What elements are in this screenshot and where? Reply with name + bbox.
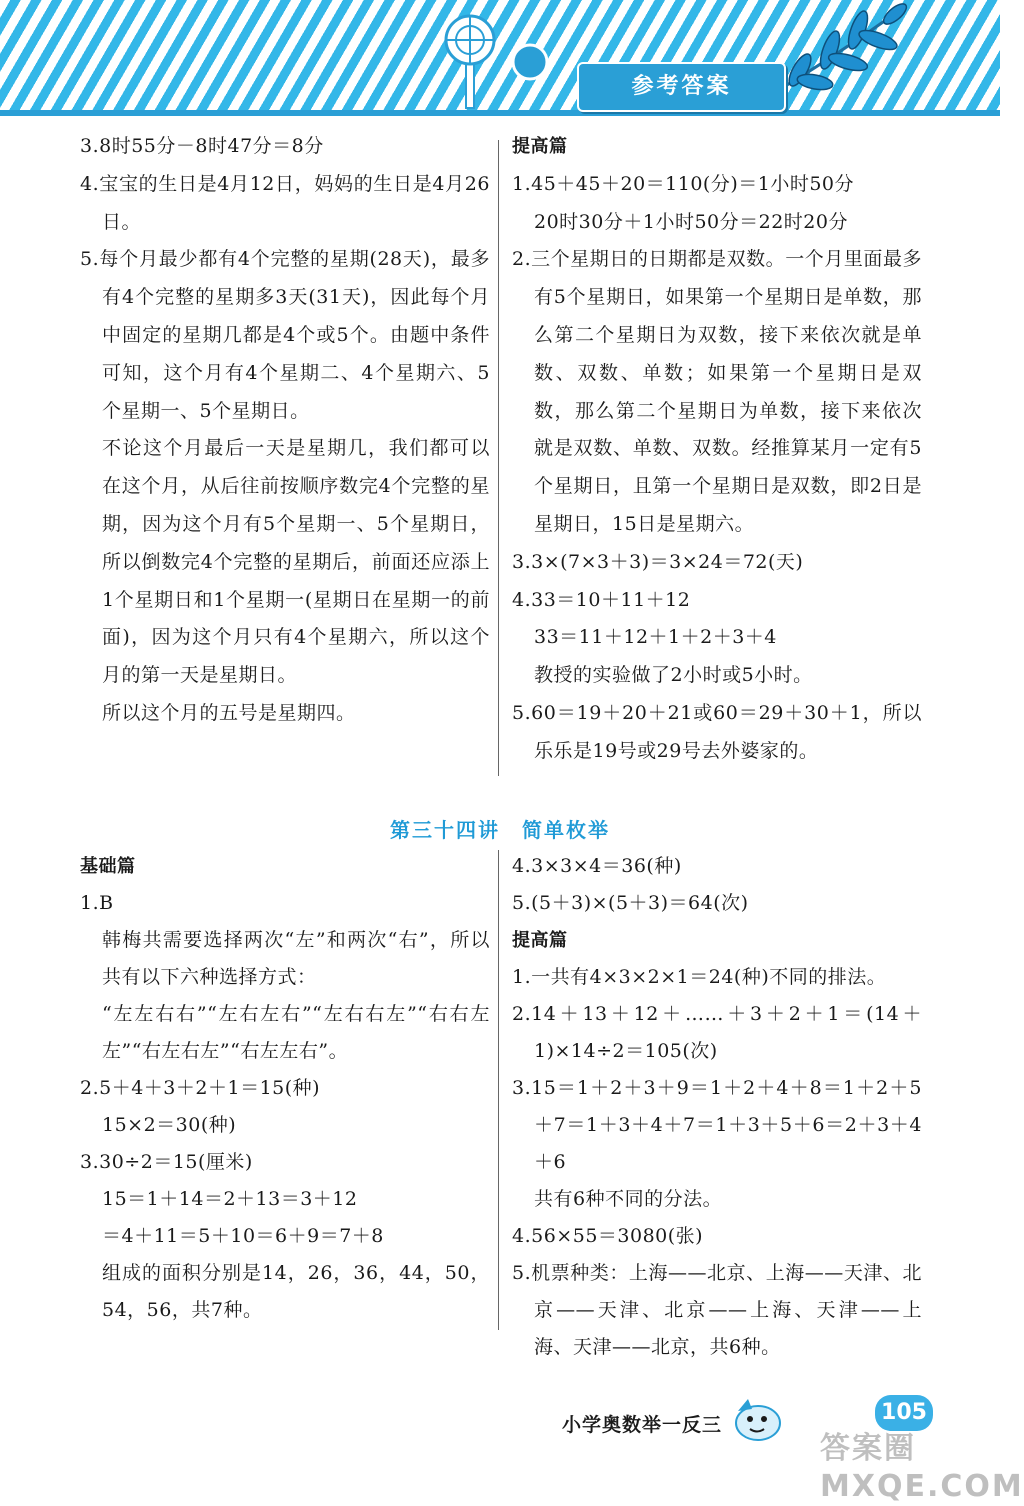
subsection-heading: 提高篇 [512, 930, 568, 951]
answer-paragraph: 韩梅共需要选择两次“左”和两次“右”，所以共有以下六种选择方式： [102, 929, 490, 988]
answer-paragraph: 33＝11＋12＋1＋2＋3＋4 [534, 626, 777, 649]
answer-paragraph: 教授的实验做了2小时或5小时。 [534, 664, 813, 687]
watermark: 答案圈 MXQE.COM [820, 1431, 1024, 1504]
answer-paragraph: 5.(5＋3)×(5＋3)＝64(次) [512, 892, 749, 914]
bottom-left-column [80, 848, 490, 1329]
answer-paragraph: 2.5＋4＋3＋2＋1＝15(种) [80, 1077, 321, 1099]
answer-paragraph: 2.三个星期日的日期都是双数。一个月里面最多有5个星期日，如果第一个星期日是单数，那么第二个星期日为双数，接下来依次就是单数、双数、单数；如果第一个星期日是双数，那么第二个星期日为单数，接下来依次就是双数、单数、双数。经推算某月一定有5个星期日，且第一个星期日是双数，即2日是星期日，15日是星期六。 [512, 248, 922, 535]
answer-paragraph: 4.3×3×4＝36(种) [512, 855, 682, 877]
book-title: 小学奥数举一反三 [562, 1414, 723, 1436]
answer-paragraph: 5.机票种类：上海——北京、上海——天津、北京——天津、北京——上海、天津——上海、天津——北京，共6种。 [512, 1262, 922, 1358]
answer-paragraph: 4.33＝10＋11＋12 [512, 588, 691, 611]
answer-paragraph: 3.15＝1＋2＋3＋9＝1＋2＋4＋8＝1＋2＋5＋7＝1＋3＋4＋7＝1＋3＋5＋6＝2＋3＋4＋6 [512, 1077, 922, 1173]
answer-paragraph: 5.每个月最少都有4个完整的星期(28天)，最多有4个完整的星期多3天(31天)，因此每个月中固定的星期几都是4个或5个。由题中条件可知，这个月有4个星期二、4个星期六、5个星期一、5个星期日。 [80, 248, 490, 422]
mascot-icon [730, 1395, 786, 1445]
answer-paragraph: 不论这个月最后一天是星期几，我们都可以在这个月，从后往前按顺序数完4个完整的星期，因为这个月有5个星期一、5个星期日，所以倒数完4个完整的星期后，前面还应添上1个星期日和1个星期一(星期日在星期一的前面)，因为这个月只有4个星期六，所以这个月的第一天是星期日。 [102, 437, 490, 687]
subsection-heading: 基础篇 [80, 856, 136, 877]
answer-paragraph: 3.30÷2＝15(厘米) [80, 1151, 253, 1173]
answer-paragraph: 3.3×(7×3＋3)＝3×24＝72(天) [512, 550, 804, 573]
column-divider-bottom [498, 850, 499, 1330]
answer-paragraph: 15×2＝30(种) [102, 1114, 237, 1136]
answer-paragraph: 1.45＋45＋20＝110(分)＝1小时50分 [512, 172, 855, 195]
top-right-column [512, 128, 922, 771]
answer-paragraph: 20时30分＋1小时50分＝22时20分 [534, 210, 848, 233]
answer-paragraph: 所以这个月的五号是星期四。 [102, 701, 356, 724]
answer-paragraph: 4.56×55＝3080(张) [512, 1225, 704, 1247]
subsection-heading: 提高篇 [512, 136, 568, 157]
answer-paragraph: 1.B [80, 892, 114, 914]
bottom-right-column [512, 848, 922, 1366]
section-title: 第三十四讲 简单枚举 [390, 818, 610, 842]
answer-paragraph: 3.8时55分－8时47分＝8分 [80, 135, 324, 157]
answer-paragraph: 共有6种不同的分法。 [534, 1188, 723, 1210]
tree-sun-icon [430, 12, 560, 110]
top-left-column [80, 128, 490, 733]
answer-paragraph: 4.宝宝的生日是4月12日，妈妈的生日是4月26日。 [80, 172, 490, 233]
answer-paragraph: 1.一共有4×3×2×1＝24(种)不同的排法。 [512, 966, 887, 988]
answer-paragraph: ＝4＋11＝5＋10＝6＋9＝7＋8 [102, 1225, 384, 1247]
answer-paragraph: 2.14＋13＋12＋……＋3＋2＋1＝(14＋1)×14÷2＝105(次) [512, 1003, 922, 1062]
header-rule [0, 110, 1000, 116]
page-number: 105 [875, 1395, 933, 1431]
column-divider-top [498, 140, 499, 776]
answer-key-badge: 参考答案 [577, 62, 786, 112]
answer-paragraph: 5.60＝19＋20＋21或60＝29＋30＋1，所以乐乐是19号或29号去外婆家的。 [512, 701, 922, 762]
answer-paragraph: 组成的面积分别是14，26，36，44，50，54，56，共7种。 [102, 1262, 490, 1321]
answer-paragraph: “左左右右”“左右左右”“左右右左”“右右左左”“右左右左”“右左左右”。 [102, 1003, 490, 1062]
answer-paragraph: 15＝1＋14＝2＋13＝3＋12 [102, 1188, 358, 1210]
